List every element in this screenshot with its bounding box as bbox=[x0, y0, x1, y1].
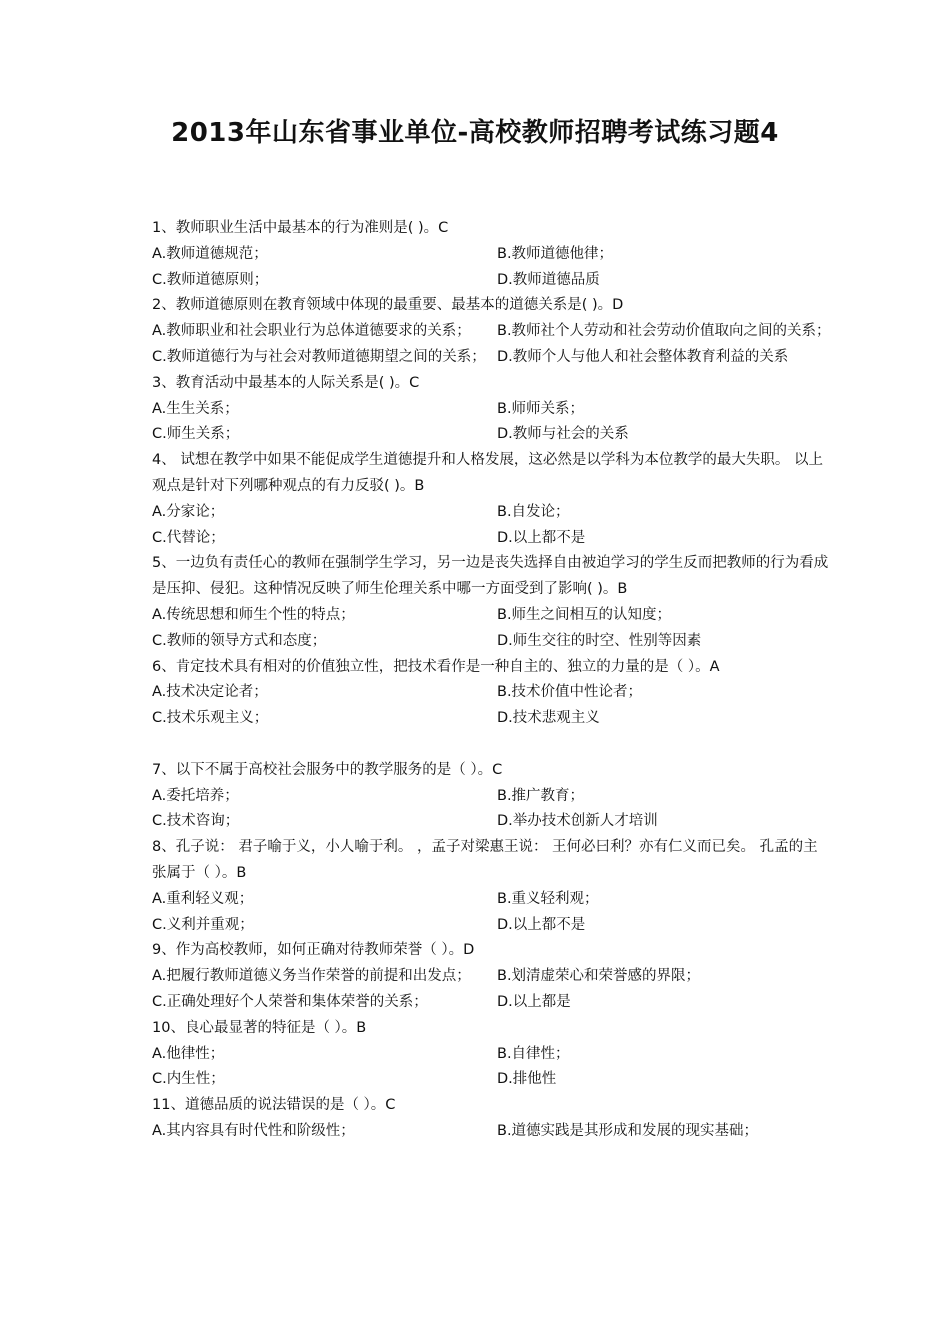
option-b: B.推广教育； bbox=[497, 787, 585, 804]
option-d: D.教师道德品质 bbox=[497, 271, 600, 288]
option-c: C.内生性； bbox=[152, 1071, 225, 1088]
question-2: 2、教师道德原则在教育领域中体现的最重要、最基本的道德关系是( )。D bbox=[152, 297, 624, 314]
question-11: 11、道德品质的说法错误的是（ ）。C bbox=[152, 1097, 396, 1114]
option-row bbox=[152, 242, 832, 268]
option-row bbox=[152, 706, 832, 732]
option-a: A.把履行教师道德义务当作荣誉的前提和出发点； bbox=[152, 968, 471, 985]
option-b: B.技术价值中性论者； bbox=[497, 684, 643, 701]
option-b: B.划清虚荣心和荣誉感的界限； bbox=[497, 968, 701, 985]
option-a: A.生生关系； bbox=[152, 400, 239, 417]
option-b: B.自律性； bbox=[497, 1045, 570, 1062]
option-b: B.道德实践是其形成和发展的现实基础； bbox=[497, 1122, 759, 1139]
option-c: C.教师道德行为与社会对教师道德期望之间的关系； bbox=[152, 348, 486, 365]
question-10: 10、良心最显著的特征是（ ）。B bbox=[152, 1019, 367, 1036]
question-1: 1、教师职业生活中最基本的行为准则是( )。C bbox=[152, 220, 449, 236]
option-row bbox=[152, 1067, 832, 1093]
option-c: C.技术咨询； bbox=[152, 813, 240, 830]
option-row bbox=[152, 526, 832, 552]
option-row bbox=[152, 1119, 832, 1145]
option-c: C.正确处理好个人荣誉和集体荣誉的关系； bbox=[152, 993, 428, 1010]
question-6: 6、肯定技术具有相对的价值独立性，把技术看作是一种自主的、独立的力量的是（ ）。A bbox=[152, 658, 720, 675]
option-row bbox=[152, 1042, 832, 1068]
option-b: B.教师社个人劳动和社会劳动价值取向之间的关系； bbox=[497, 323, 831, 340]
option-b: B.师生之间相互的认知度； bbox=[497, 606, 672, 623]
option-c: C.义利并重观； bbox=[152, 916, 254, 933]
option-a: A.委托培养； bbox=[152, 787, 239, 804]
option-row bbox=[152, 990, 832, 1016]
option-a: A.其内容具有时代性和阶级性； bbox=[152, 1122, 355, 1139]
question-4: 4、 试想在教学中如果不能促成学生道德提升和人格发展，这必然是以学科为本位教学的最大失职。 以上观点是针对下列哪种观点的有力反驳( )。B bbox=[152, 452, 823, 494]
option-row bbox=[152, 680, 832, 706]
option-row bbox=[152, 319, 832, 345]
option-d: D.教师与社会的关系 bbox=[497, 426, 629, 443]
option-row bbox=[152, 268, 832, 294]
option-a: A.教师职业和社会职业行为总体道德要求的关系； bbox=[152, 323, 471, 340]
option-c: C.教师道德原则； bbox=[152, 271, 269, 288]
document-title: 2013年山东省事业单位-高校教师招聘考试练习题4 bbox=[171, 118, 779, 148]
option-row bbox=[152, 422, 832, 448]
option-row bbox=[152, 964, 832, 990]
option-b: B.师师关系； bbox=[497, 400, 585, 417]
blank-line bbox=[152, 732, 832, 758]
question-list bbox=[152, 216, 832, 1145]
option-a: A.教师道德规范； bbox=[152, 245, 268, 262]
option-d: D.以上都不是 bbox=[497, 916, 586, 933]
option-d: D.举办技术创新人才培训 bbox=[497, 813, 658, 830]
option-d: D.技术悲观主义 bbox=[497, 710, 600, 727]
option-row bbox=[152, 603, 832, 629]
option-a: A.他律性； bbox=[152, 1045, 225, 1062]
option-d: D.以上都不是 bbox=[497, 529, 586, 546]
option-a: A.重利轻义观； bbox=[152, 890, 254, 907]
option-b: B.自发论； bbox=[497, 503, 570, 520]
option-row bbox=[152, 629, 832, 655]
question-5: 5、一边负有责任心的教师在强制学生学习，另一边是丧失选择自由被迫学习的学生反而把教师的行为看成是压抑、侵犯。这种情况反映了师生伦理关系中哪一方面受到了影响( )。B bbox=[152, 555, 829, 598]
option-b: B.教师道德他律； bbox=[497, 245, 614, 262]
option-a: A.分家论； bbox=[152, 503, 225, 520]
option-c: C.代替论； bbox=[152, 529, 225, 546]
option-row bbox=[152, 784, 832, 810]
option-b: B.重义轻利观； bbox=[497, 890, 599, 907]
option-row bbox=[152, 913, 832, 939]
option-d: D.排他性 bbox=[497, 1071, 557, 1088]
option-row bbox=[152, 345, 832, 371]
option-d: D.师生交往的时空、性别等因素 bbox=[497, 632, 702, 649]
option-d: D.教师个人与他人和社会整体教育利益的关系 bbox=[497, 348, 789, 365]
option-c: C.师生关系； bbox=[152, 426, 240, 443]
question-7: 7、以下不属于高校社会服务中的教学服务的是（ ）。C bbox=[152, 761, 503, 778]
question-3: 3、教育活动中最基本的人际关系是( )。C bbox=[152, 374, 420, 391]
question-9: 9、作为高校教师，如何正确对待教师荣誉（ ）。D bbox=[152, 942, 475, 959]
option-a: A.技术决定论者； bbox=[152, 684, 268, 701]
option-row bbox=[152, 500, 832, 526]
option-a: A.传统思想和师生个性的特点； bbox=[152, 606, 355, 623]
option-row bbox=[152, 397, 832, 423]
option-c: C.教师的领导方式和态度； bbox=[152, 632, 327, 649]
option-c: C.技术乐观主义； bbox=[152, 710, 269, 727]
question-8: 8、孔子说： 君子喻于义，小人喻于利。 ，孟子对梁惠王说： 王何必曰利？亦有仁义而已矣。 孔孟的主张属于（ ）。B bbox=[152, 839, 818, 881]
option-d: D.以上都是 bbox=[497, 993, 571, 1010]
option-row bbox=[152, 887, 832, 913]
option-row bbox=[152, 809, 832, 835]
